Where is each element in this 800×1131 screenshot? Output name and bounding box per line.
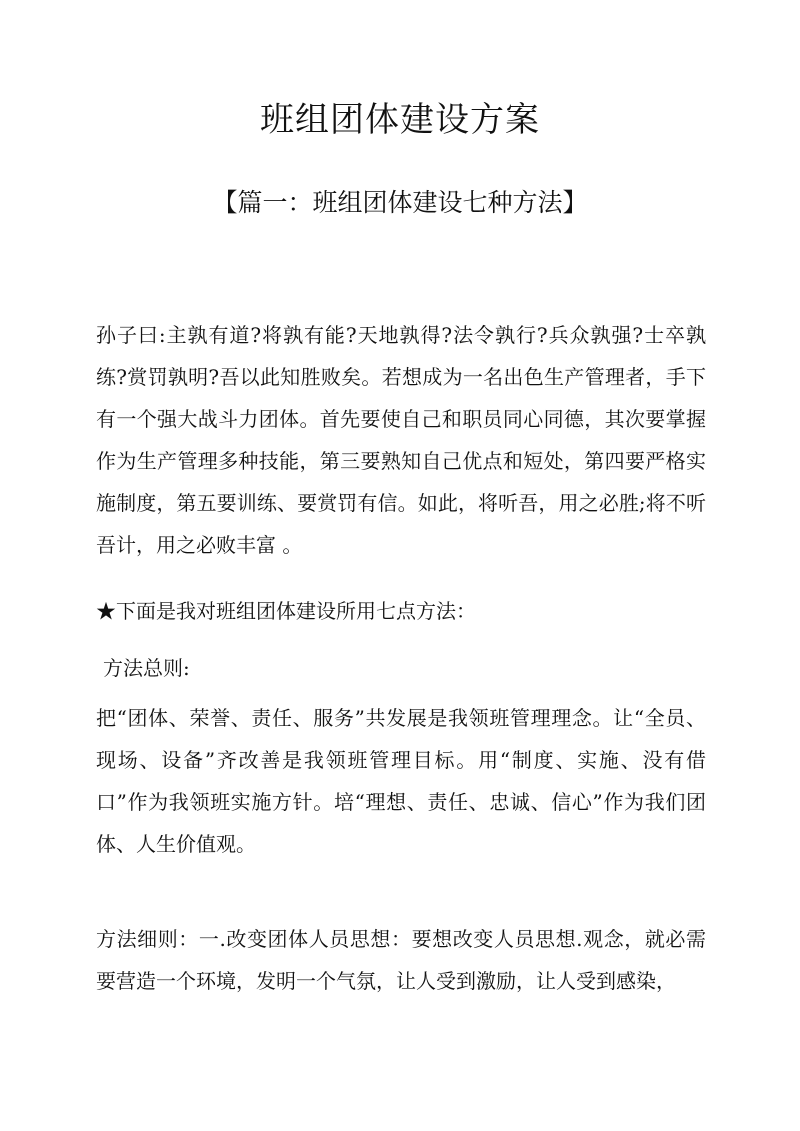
paragraph-general-rules-label: 方法总则: (103, 656, 190, 680)
document-subtitle: 【篇一：班组团体建设七种方法】 (212, 188, 588, 217)
paragraph-methods-heading: ★下面是我对班组团体建设所用七点方法： (96, 599, 476, 623)
paragraph-detailed-rules: 方法细则：一.改变团体人员思想：要想改变人员思想.观念，就必需要营造一个环境，发明一个气氛，让人受到激励，让人受到感染， (96, 927, 706, 993)
paragraph-intro: 孙子曰:主孰有道?将孰有能?天地孰得?法令孰行?兵众孰强?士卒孰练?赏罚孰明?吾以此知胜败矣。若想成为一名出色生产管理者，手下有一个强大战斗力团体。首先要使自己和职员同心同德，其次要掌握作为生产管理多种技能，第三要熟知自己优点和短处，第四要严格实施制度，第五要训练、要赏罚有信。如此，将听吾，用之必胜;将不听吾计，用之必败丰富 。 (96, 323, 706, 557)
document-title: 班组团体建设方案 (260, 100, 540, 140)
paragraph-general-rules: 把“团体、荣誉、责任、服务”共发展是我领班管理理念。让“全员、现场、设备”齐改善是我领班管理目标。用“制度、实施、没有借口”作为我领班实施方针。培“理想、责任、忠诚、信心”作为我们团体、人生价值观。 (96, 706, 706, 856)
